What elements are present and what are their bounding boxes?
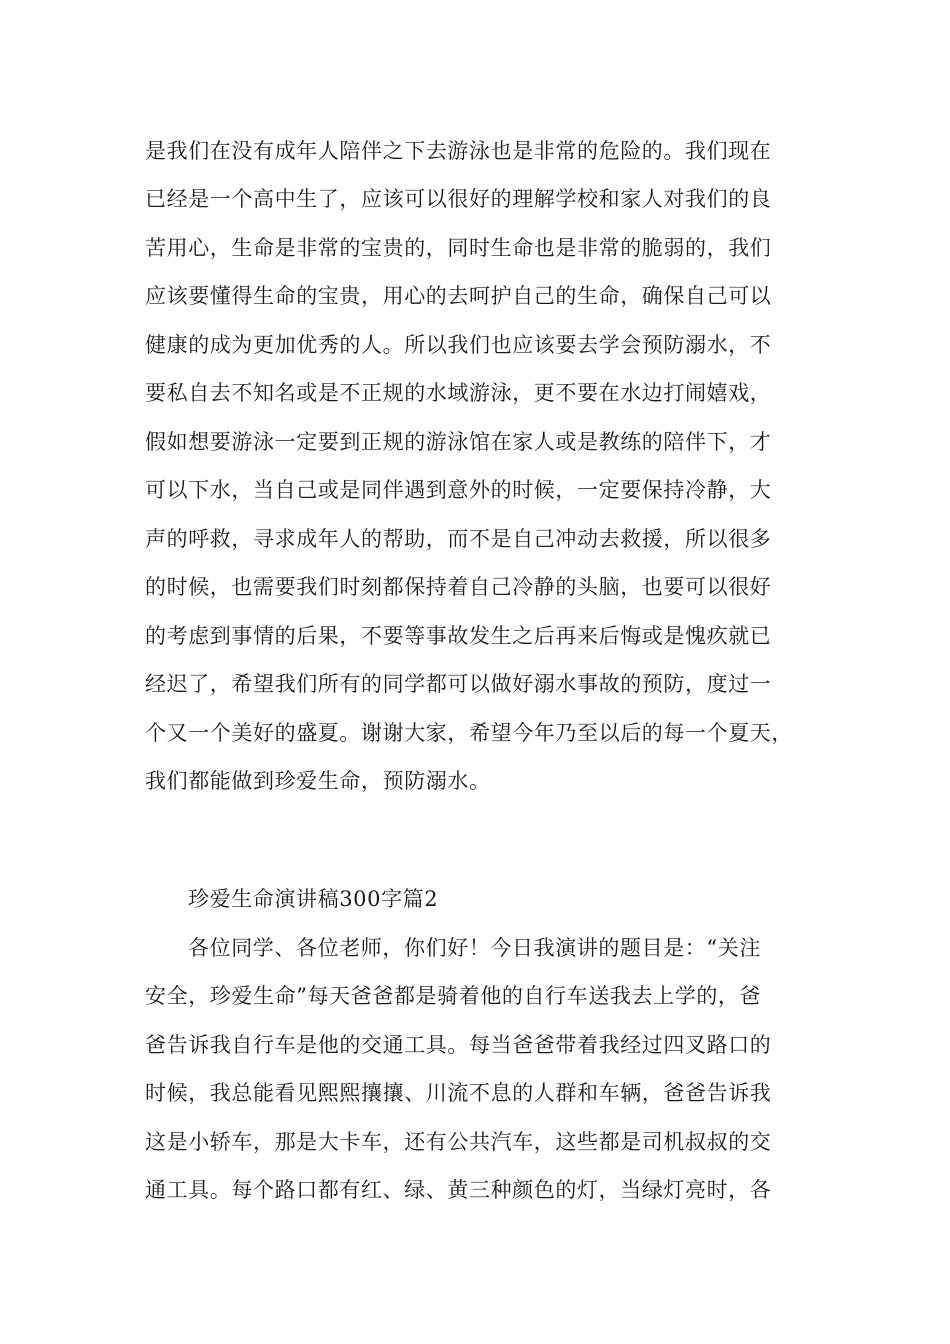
body-line: 苦用心，生命是非常的宝贵的，同时生命也是非常的脆弱的，我们: [145, 236, 772, 260]
body-line: 假如想要游泳一定要到正规的游泳馆在家人或是教练的陪伴下，才: [145, 430, 772, 454]
body-line: 的考虑到事情的后果，不要等事故发生之后再来后悔或是愧疚就已: [145, 624, 772, 648]
body-line: 时候，我总能看见熙熙攘攘、川流不息的人群和车辆，爸爸告诉我: [145, 1081, 772, 1105]
body-line: 应该要懂得生命的宝贵，用心的去呵护自己的生命，确保自己可以: [145, 284, 772, 308]
body-line: 这是小轿车，那是大卡车，还有公共汽车，这些都是司机叔叔的交: [145, 1130, 772, 1154]
body-line: 的时候，也需要我们时刻都保持着自己冷静的头脑，也要可以很好: [145, 575, 772, 599]
body-line: 是我们在没有成年人陪伴之下去游泳也是非常的危险的。我们现在: [145, 139, 772, 163]
body-line: 经迟了，希望我们所有的同学都可以做好溺水事故的预防，度过一: [145, 672, 772, 696]
section-heading: 珍爱生命演讲稿300字篇2: [188, 887, 439, 911]
body-line: 可以下水，当自己或是同伴遇到意外的时候，一定要保持冷静，大: [145, 478, 772, 502]
body-line: 我们都能做到珍爱生命，预防溺水。: [145, 769, 491, 793]
body-line: 安全，珍爱生命”每天爸爸都是骑着他的自行车送我去上学的，爸: [145, 984, 762, 1008]
paragraph-first-line: 各位同学、各位老师，你们好！今日我演讲的题目是：“关注: [188, 936, 761, 960]
body-line: 健康的成为更加优秀的人。所以我们也应该要去学会预防溺水，不: [145, 333, 772, 357]
body-line: 通工具。每个路口都有红、绿、黄三种颜色的灯，当绿灯亮时，各: [145, 1178, 772, 1202]
body-line: 已经是一个高中生了，应该可以很好的理解学校和家人对我们的良: [145, 187, 772, 211]
body-line: 要私自去不知名或是不正规的水域游泳，更不要在水边打闹嬉戏，: [145, 381, 772, 405]
body-line: 爸告诉我自行车是他的交通工具。每当爸爸带着我经过四叉路口的: [145, 1033, 772, 1057]
body-line: 声的呼救，寻求成年人的帮助，而不是自己冲动去救援，所以很多: [145, 527, 772, 551]
body-line: 个又一个美好的盛夏。谢谢大家，希望今年乃至以后的每一个夏天，: [145, 721, 793, 745]
